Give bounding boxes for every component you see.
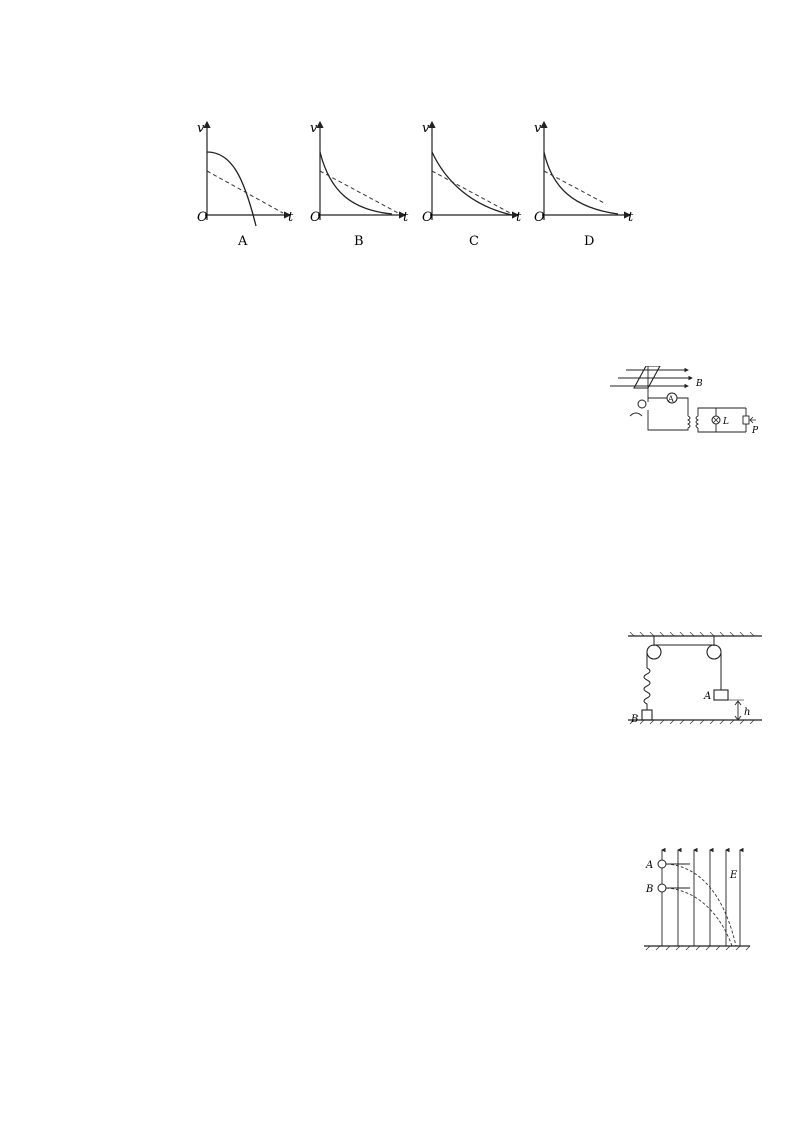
trajectory-a xyxy=(666,864,736,946)
transformer-coils xyxy=(688,416,698,428)
rotation-icon xyxy=(630,413,642,416)
graph-d-t-label: t xyxy=(628,210,634,225)
graph-d-option-label: D xyxy=(584,234,595,249)
graph-a xyxy=(197,121,294,249)
graph-d-v-label: v xyxy=(534,121,542,136)
graph-c-origin-label: O xyxy=(422,210,433,225)
pulley-left xyxy=(647,645,661,659)
graph-a-t-label: t xyxy=(288,210,294,225)
q17-figure xyxy=(606,366,776,436)
block-a-label: A xyxy=(704,691,712,702)
pulley-right xyxy=(707,645,721,659)
slider-label: P xyxy=(752,426,759,436)
field-label: B xyxy=(696,379,703,389)
graph-d-origin-label: O xyxy=(534,210,545,225)
graph-c-dashed-line xyxy=(432,171,512,214)
graph-a-dashed-line xyxy=(207,171,283,213)
ball-b xyxy=(658,884,666,892)
block-b-label: B xyxy=(631,714,639,725)
graph-c-option-label: C xyxy=(469,234,479,249)
block-a xyxy=(714,690,728,700)
rheostat xyxy=(743,416,749,424)
ammeter-label: A xyxy=(668,394,674,404)
graph-c-curve xyxy=(432,152,512,215)
graph-b-origin-label: O xyxy=(310,210,321,225)
ball-b-label: B xyxy=(646,884,654,895)
lamp-label: L xyxy=(723,417,729,427)
graph-b-dashed-line xyxy=(320,171,400,214)
graph-a-v-label: v xyxy=(197,121,205,136)
secondary-circuit xyxy=(698,408,746,432)
graph-b-t-label: t xyxy=(403,210,409,225)
ball-a-label: A xyxy=(646,860,654,871)
graph-c-t-label: t xyxy=(516,210,522,225)
graph-b xyxy=(310,121,409,249)
rotating-coil xyxy=(634,366,660,388)
block-b xyxy=(642,710,652,720)
graph-a-option-label: A xyxy=(238,234,248,249)
rheostat-slider xyxy=(750,417,756,423)
graph-b-option-label: B xyxy=(354,234,364,249)
q18-figure xyxy=(626,632,766,732)
height-label: h xyxy=(744,707,751,718)
graph-b-v-label: v xyxy=(310,121,318,136)
vt-graphs xyxy=(0,0,794,260)
field-label: E xyxy=(730,870,738,881)
slip-ring xyxy=(638,400,646,408)
q19-figure xyxy=(642,842,752,952)
spring xyxy=(644,668,650,710)
graph-c xyxy=(422,121,522,249)
graph-d xyxy=(534,121,634,249)
ball-a xyxy=(658,860,666,868)
graph-c-v-label: v xyxy=(422,121,430,136)
graph-b-curve xyxy=(320,152,392,214)
trajectory-b xyxy=(666,888,732,946)
graph-a-origin-label: O xyxy=(197,210,208,225)
graph-d-curve xyxy=(544,152,618,214)
